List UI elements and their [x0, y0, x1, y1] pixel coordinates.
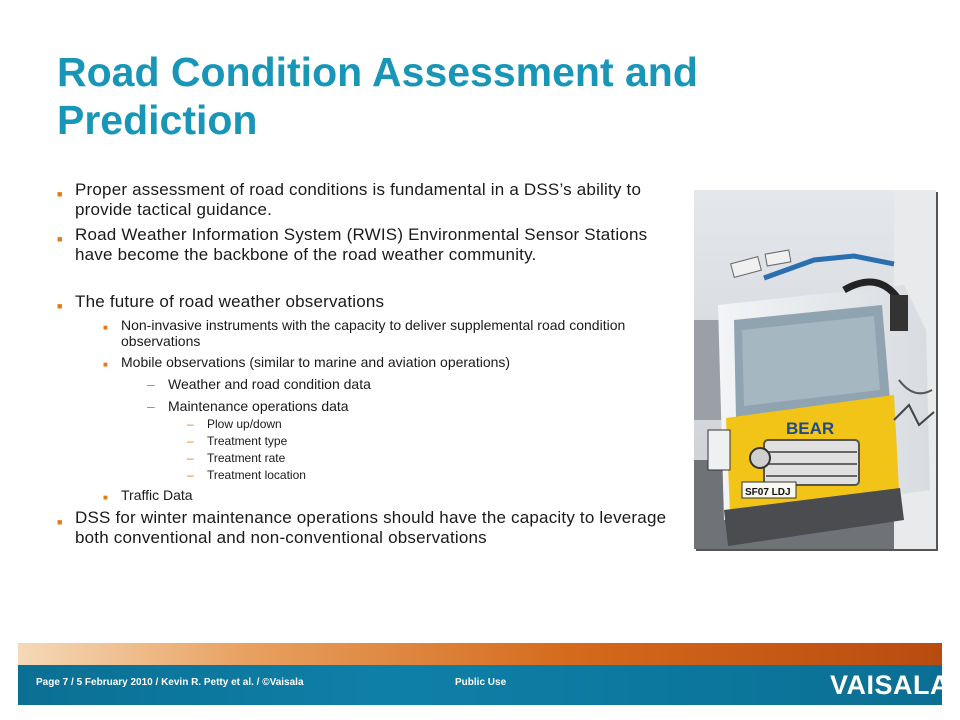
square-bullet-icon: ■	[57, 234, 63, 244]
bullet-list	[57, 180, 677, 548]
svg-text:BEAR: BEAR	[786, 419, 835, 438]
footer-accent-band	[18, 643, 942, 665]
dash-bullet-item: – Treatment type	[187, 434, 288, 448]
square-bullet-icon: ■	[57, 517, 63, 527]
square-bullet-icon: ■	[103, 360, 108, 369]
dash-bullet-item: – Treatment location	[187, 468, 306, 482]
square-bullet-icon: ■	[57, 301, 63, 311]
truck-photo	[694, 190, 936, 549]
footer-page-info: Page 7 / 5 February 2010 / Kevin R. Petty et al. / ©Vaisala	[36, 677, 304, 688]
sub-bullet-item: ■ Traffic Data	[57, 487, 677, 503]
dash-bullet-item: – Plow up/down	[187, 417, 282, 431]
dash-bullet-item: – Treatment rate	[187, 451, 286, 465]
dash-bullet-icon: –	[187, 434, 194, 448]
dash-bullet-item: – Weather and road condition data	[147, 376, 371, 392]
square-bullet-icon: ■	[103, 493, 108, 502]
sub-bullet-item: ■ Mobile observations (similar to marine and aviation operations)	[57, 354, 677, 370]
dash-bullet-icon: –	[187, 468, 194, 482]
square-bullet-icon: ■	[57, 189, 63, 199]
sub-bullet-item: ■ Non-invasive instruments with the capacity to deliver supplemental road condition observations	[103, 317, 626, 349]
bullet-item: ■ DSS for winter maintenance operations should have the capacity to leverage both conventional and non-conventional observations	[57, 508, 667, 547]
vaisala-logo: VAISALA	[830, 670, 951, 700]
slide-title: Road Condition Assessment and Prediction	[57, 49, 698, 143]
dash-bullet-icon: –	[147, 376, 155, 392]
svg-text:SF07 LDJ: SF07 LDJ	[745, 487, 791, 498]
footer-classification: Public Use	[455, 677, 507, 688]
dash-bullet-icon: –	[147, 398, 155, 414]
dash-bullet-icon: –	[187, 417, 194, 431]
square-bullet-icon: ■	[103, 323, 108, 332]
dash-bullet-icon: –	[187, 451, 194, 465]
bullet-item: ■ The future of road weather observations	[57, 292, 677, 312]
bullet-item: ■ Road Weather Information System (RWIS) Environmental Sensor Stations have become the backbone of the road weather community.	[57, 225, 648, 264]
bullet-item: ■ Proper assessment of road conditions is fundamental in a DSS’s ability to provide tactical guidance.	[57, 180, 642, 219]
dash-bullet-item: – Maintenance operations data	[147, 398, 349, 414]
